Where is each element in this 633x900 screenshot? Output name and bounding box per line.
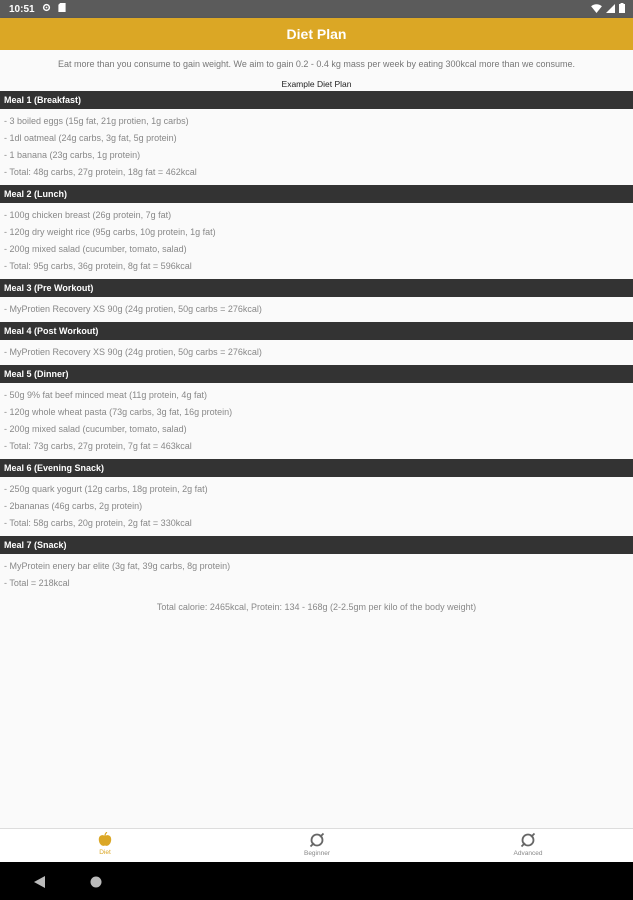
meal-body — [0, 554, 633, 596]
meal-list — [0, 91, 633, 596]
system-navigation-bar — [0, 862, 633, 900]
meal-body — [0, 203, 633, 279]
nav-label-diet: Diet — [99, 849, 111, 856]
app-bar — [0, 18, 633, 50]
meal-item: - 3 boiled eggs (15g fat, 21g protien, 1g carbs) — [4, 116, 189, 126]
meal-item: - 250g quark yogurt (12g carbs, 18g protein, 2g fat) — [4, 484, 208, 494]
diet-plan-content[interactable] — [0, 50, 633, 828]
meal-body — [0, 383, 633, 459]
meal-item: - MyProtien Recovery XS 90g (24g protien, 50g carbs = 276kcal) — [4, 347, 262, 357]
meal-item: - 120g whole wheat pasta (73g carbs, 3g fat, 16g protein) — [4, 407, 233, 417]
back-icon[interactable] — [34, 875, 45, 893]
meal-item: - 100g chicken breast (26g protein, 7g fat) — [4, 210, 172, 220]
signal-icon — [606, 4, 615, 16]
meal-item: - Total: 58g carbs, 20g protein, 2g fat = 330kcal — [4, 518, 192, 528]
meal-item: - MyProtien Recovery XS 90g (24g protien, 50g carbs = 276kcal) — [4, 304, 262, 314]
meal-item: - 1 banana (23g carbs, 1g protein) — [4, 150, 141, 160]
settings-icon — [42, 3, 51, 15]
meal-item: - 1dl oatmeal (24g carbs, 3g fat, 5g protein) — [4, 133, 177, 143]
meal-item: - 50g 9% fat beef minced meat (11g protein, 4g fat) — [4, 390, 207, 400]
meal-item: - 200g mixed salad (cucumber, tomato, salad) — [4, 244, 187, 254]
meal-body — [0, 109, 633, 185]
meal-header: Meal 7 (Snack) — [0, 536, 633, 554]
meal-body — [0, 477, 633, 536]
meal-item: - Total: 95g carbs, 36g protein, 8g fat = 596kcal — [4, 261, 192, 271]
meal-item: - Total: 73g carbs, 27g protein, 7g fat = 463kcal — [4, 441, 192, 451]
home-icon[interactable] — [90, 875, 102, 893]
page-title: Diet Plan — [286, 26, 347, 42]
status-time: 10:51 — [9, 3, 35, 15]
meal-header: Meal 3 (Pre Workout) — [0, 279, 633, 297]
bottom-navigation — [0, 828, 633, 863]
meal-header: Meal 5 (Dinner) — [0, 365, 633, 383]
nav-tab-diet[interactable] — [45, 829, 165, 863]
meal-header: Meal 4 (Post Workout) — [0, 322, 633, 340]
meal-header: Meal 1 (Breakfast) — [0, 91, 633, 109]
meal-body — [0, 340, 633, 365]
sd-card-icon — [58, 3, 66, 15]
intro-text: Eat more than you consume to gain weight. We aim to gain 0.2 - 0.4 kg mass per week by eating 300kcal more than we consume. — [57, 59, 576, 69]
meal-header: Meal 2 (Lunch) — [0, 185, 633, 203]
nav-tab-advanced[interactable] — [468, 829, 588, 863]
nav-tab-beginner[interactable] — [257, 829, 377, 863]
cycle-icon — [309, 829, 325, 850]
nav-label-advanced: Advanced — [513, 850, 543, 857]
total-summary: Total calorie: 2465kcal, Protein: 134 - 168g (2-2.5gm per kilo of the body weight) — [156, 602, 477, 612]
cycle-icon — [520, 829, 536, 850]
meal-body — [0, 297, 633, 322]
meal-item: - 200g mixed salad (cucumber, tomato, salad) — [4, 424, 187, 434]
meal-item: - 2bananas (46g carbs, 2g protein) — [4, 501, 143, 511]
meal-item: - MyProtein enery bar elite (3g fat, 39g carbs, 8g protein) — [4, 561, 231, 571]
wifi-icon — [591, 4, 602, 16]
meal-item: - 120g dry weight rice (95g carbs, 10g protein, 1g fat) — [4, 227, 216, 237]
battery-icon — [619, 3, 625, 16]
status-bar — [0, 0, 633, 18]
meal-item: - Total = 218kcal — [4, 578, 70, 588]
meal-header: Meal 6 (Evening Snack) — [0, 459, 633, 477]
apple-icon — [98, 829, 112, 849]
example-title: Example Diet Plan — [281, 79, 352, 89]
meal-item: - Total: 48g carbs, 27g protein, 18g fat = 462kcal — [4, 167, 197, 177]
nav-label-beginner: Beginner — [303, 850, 331, 857]
